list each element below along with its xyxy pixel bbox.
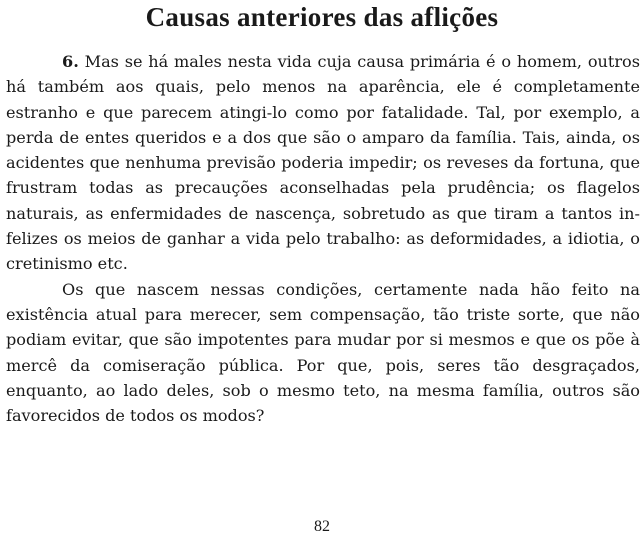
paragraph-6 [6, 49, 640, 277]
paragraph-6-continuation [6, 277, 640, 429]
body-text [6, 49, 640, 428]
paragraph-continuation-text: Os que nascem nessas condições, certamente nada hão feito na existência atual para merecer, sem compensação, tão triste sorte, que não podiam evitar, que são impotentes para mudar por si mesmos e que os põe à mercê da comiseração pública. Por que, pois, seres tão desgraçados, enquanto, ao lado deles, sob o mesmo teto, na mesma família, outros são favorecidos de todos os modos? [6, 279, 640, 426]
paragraph-6-text: Mas se há males nesta vida cuja causa primária é o homem, outros há também aos quais, pelo menos na aparência, ele é completamente estranho e que parecem atingi-lo como por fatalidade. Tal, por exemplo, a perda de entes queridos e a dos que são o amparo da família. Tais, ainda, os acidentes que nenhuma previsão poderia impedir; os reveses da fortuna, que frustram todas as precauções aconselhadas pela prudência; os flagelos naturais, as enfermidades de nascença, sobretudo as que tiram a tantos infelizes os meios de ganhar a vida pelo trabalho: as deformidades, a idiotia, o cretinismo etc. [6, 52, 640, 274]
paragraph-number: 6. [62, 52, 79, 71]
page-title: Causas anteriores das aflições [145, 2, 499, 32]
page-number: 82 [314, 518, 330, 535]
